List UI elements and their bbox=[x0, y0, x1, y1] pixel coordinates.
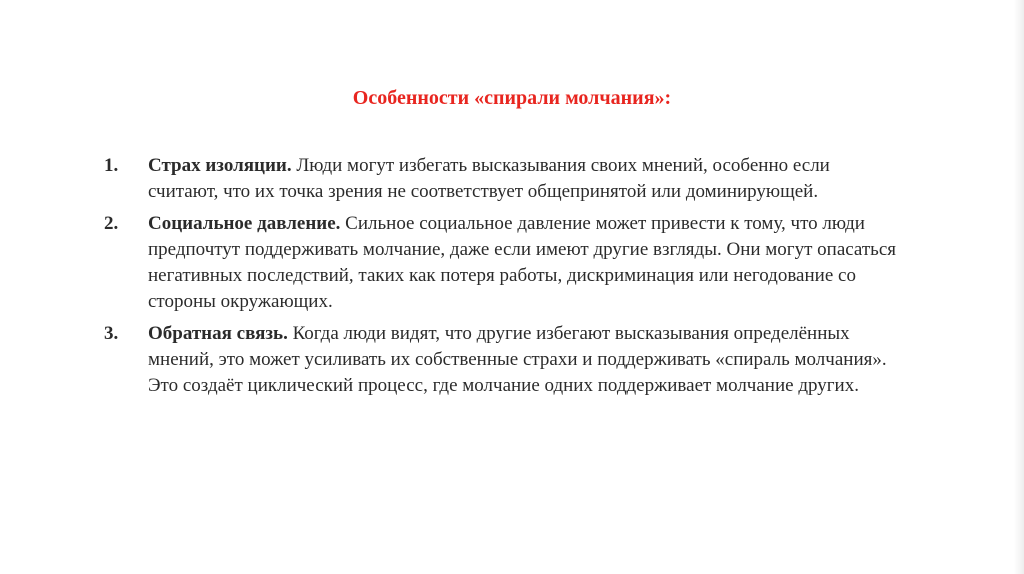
list-item-term: Социальное давление. bbox=[148, 213, 341, 234]
list-item-feedback bbox=[104, 321, 904, 399]
list-item-number: 1. bbox=[104, 155, 119, 176]
list-item-text: Сильное социальное давление может привести к тому, что люди предпочтут поддерживать молчание, даже если имеют другие взгляды. Они могут опасаться негативных последствий, таких как потеря работы, дискриминация или негодование со стороны окружающих. bbox=[148, 213, 896, 312]
list-item-text: Когда люди видят, что другие избегают высказывания определённых мнений, это может усиливать их собственные страхи и поддерживать «спираль молчания». Это создаёт циклический процесс, где молчание одних поддерживает молчание других. bbox=[148, 323, 887, 396]
list-item-term: Страх изоляции. bbox=[148, 155, 292, 176]
list-item-social-pressure bbox=[104, 211, 904, 315]
list-item-number: 2. bbox=[104, 213, 119, 234]
features-list bbox=[104, 153, 904, 405]
slide-title: Особенности «спирали молчания»: bbox=[352, 87, 672, 109]
list-item-text: Люди могут избегать высказывания своих мнений, особенно если считают, что их точка зрения не соответствует общепринятой или доминирующей. bbox=[148, 155, 830, 202]
list-item-term: Обратная связь. bbox=[148, 323, 288, 344]
list-item-number: 3. bbox=[104, 323, 119, 344]
list-item-fear-of-isolation bbox=[104, 153, 904, 205]
